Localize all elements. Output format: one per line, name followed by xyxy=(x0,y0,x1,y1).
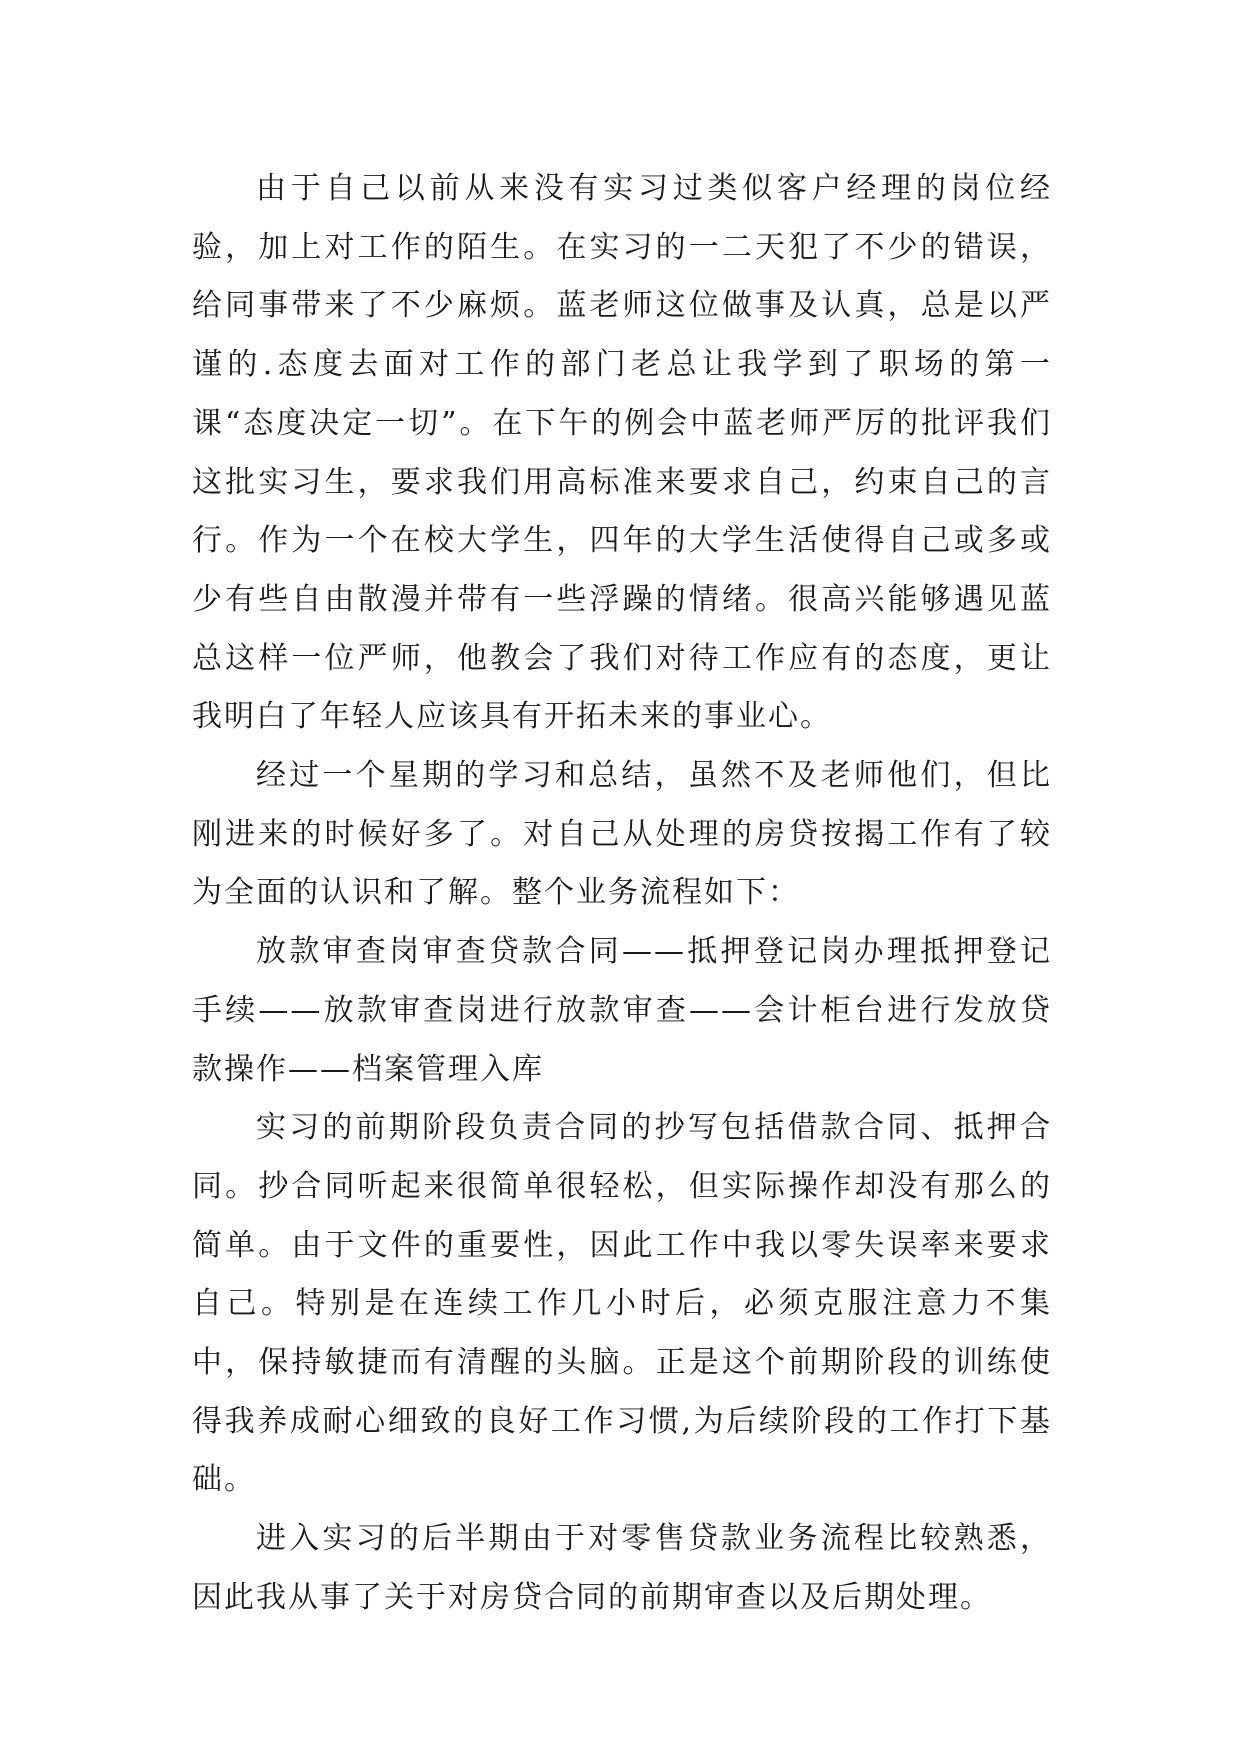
document-body xyxy=(192,160,1052,1628)
paragraph-4: 实习的前期阶段负责合同的抄写包括借款合同、抵押合同。抄合同听起来很简单很轻松，但实际操作却没有那么的简单。由于文件的重要性，因此工作中我以零失误率来要求自己。特别是在连续工作几小时后，必须克服注意力不集中，保持敏捷而有清醒的头脑。正是这个前期阶段的训练使得我养成耐心细致的良好工作习惯,为后续阶段的工作打下基础。 xyxy=(192,1110,1052,1498)
paragraph-5: 进入实习的后半期由于对零售贷款业务流程比较熟悉，因此我从事了关于对房贷合同的前期审查以及后期处理。 xyxy=(192,1521,1052,1615)
paragraph-3: 放款审查岗审查贷款合同——抵押登记岗办理抵押登记手续——放款审查岗进行放款审查——会计柜台进行发放贷款操作——档案管理入库 xyxy=(192,934,1052,1087)
paragraph-1: 由于自己以前从来没有实习过类似客户经理的岗位经验，加上对工作的陌生。在实习的一二天犯了不少的错误，给同事带来了不少麻烦。蓝老师这位做事及认真，总是以严谨的.态度去面对工作的部门老总让我学到了职场的第一课“态度决定一切”。在下午的例会中蓝老师严厉的批评我们这批实习生，要求我们用高标准来要求自己，约束自己的言行。作为一个在校大学生，四年的大学生活使得自己或多或少有些自由散漫并带有一些浮躁的情绪。很高兴能够遇见蓝总这样一位严师，他教会了我们对待工作应有的态度，更让我明白了年轻人应该具有开拓未来的事业心。 xyxy=(192,171,1052,735)
paragraph-2: 经过一个星期的学习和总结，虽然不及老师他们，但比刚进来的时候好多了。对自己从处理的房贷按揭工作有了较为全面的认识和了解。整个业务流程如下： xyxy=(192,758,1052,911)
